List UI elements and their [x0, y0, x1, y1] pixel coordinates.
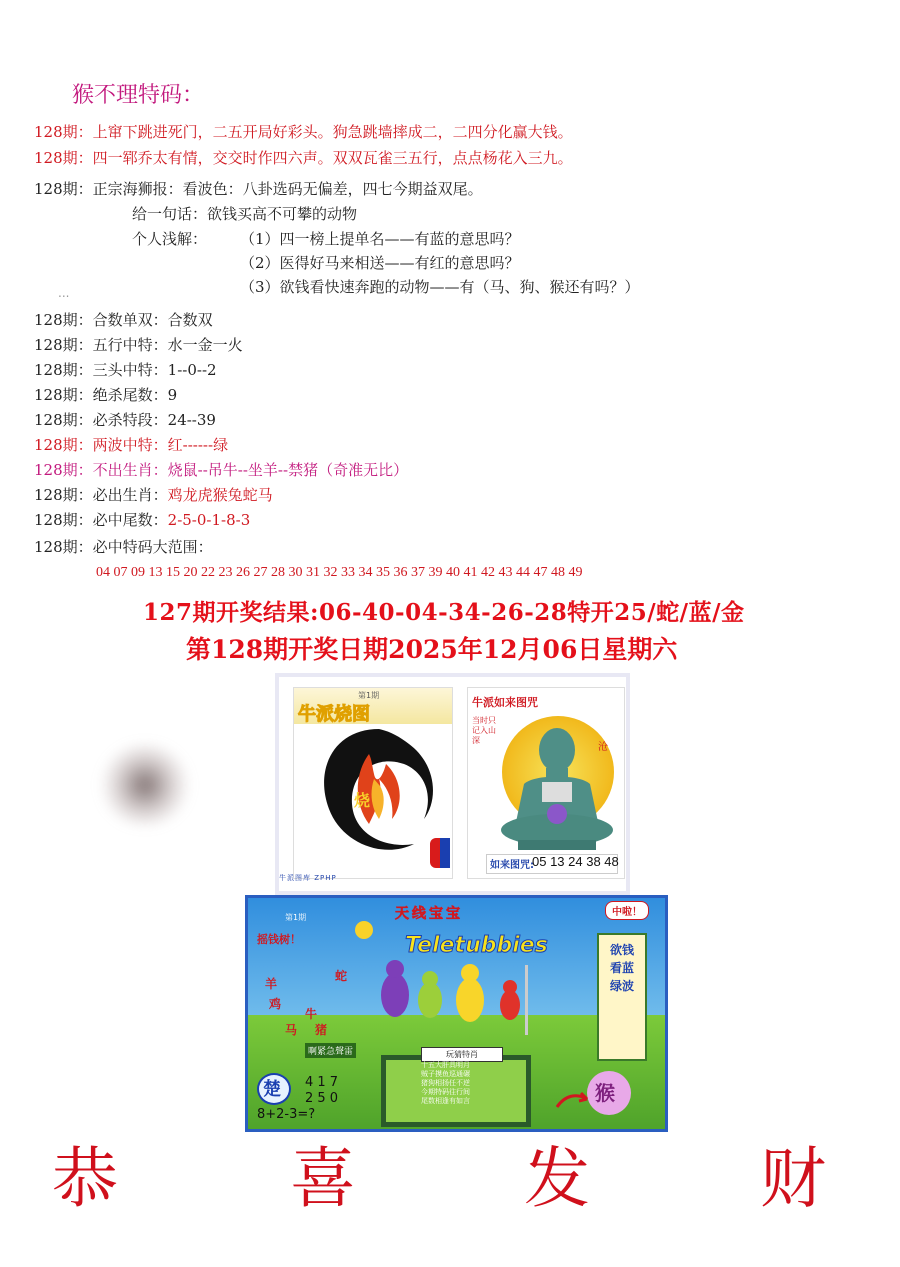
poem-line-3	[34, 178, 483, 199]
footer-word-4: 财	[760, 1140, 826, 1217]
stat-label: 必杀特段：	[92, 411, 168, 429]
draw-result: 127期开奖结果:06-40-04-34-26-28特开25/蛇/蓝/金	[143, 599, 745, 626]
board-line: 尾数相逢有如言	[421, 1097, 470, 1105]
stat-label: 必出生肖：	[92, 486, 168, 504]
arrow-icon	[555, 1091, 589, 1111]
board-title: 玩猜特肖	[421, 1047, 503, 1062]
poem-text: 四一郓乔太有情，交交时作四六声。双双瓦雀三五行，点点杨花入三九。	[92, 149, 573, 167]
stat-row	[34, 384, 177, 405]
stat-value: 鸡龙虎猴兔蛇马	[167, 486, 273, 504]
hint-sentence: 给一句话：欲钱买高不可攀的动物	[132, 205, 358, 223]
stat-value: 水一金一火	[167, 336, 243, 354]
left-footer: 啊紧急聲雷	[305, 1043, 356, 1058]
issue-number: 128期：	[34, 180, 93, 198]
page-title: 猴不理特码：	[72, 83, 205, 108]
board-lines	[421, 1061, 503, 1106]
stat-row	[34, 484, 273, 505]
poem-text: 正宗海狮报：看波色：八卦选码无偏差，四七今期益双尾。	[92, 180, 483, 198]
hint-item-2: （2）医得好马来相送——有红的意思吗？	[240, 254, 520, 272]
stat-value: 合数双	[167, 311, 213, 329]
board-line: 十五大肝具明月	[421, 1061, 470, 1069]
issue-number: 128期：	[34, 411, 93, 429]
issue-number: 128期：	[34, 486, 93, 504]
tree-label: 摇钱树！	[257, 933, 301, 946]
footer-word-2: 喜	[290, 1140, 356, 1217]
issue-number: 128期：	[34, 538, 93, 556]
buddha-panel-title: 牛派如来图咒	[472, 696, 538, 709]
faint-text: ...	[58, 286, 70, 300]
stat-label: 绝杀尾数：	[92, 386, 168, 404]
footer-word-3: 发	[524, 1140, 590, 1217]
nums-row-1: 4 1 7	[305, 1075, 339, 1090]
hint-item-3: （3）欲钱看快速奔跑的动物——有（马、狗、猴还有吗？）	[240, 278, 640, 296]
monkey-char: 猴	[595, 1081, 615, 1105]
stat-value: 9	[167, 386, 178, 404]
buddha-panel	[467, 687, 625, 879]
buddha-left-text: 当时只记入山深	[472, 716, 496, 745]
issue-number: 128期：	[34, 149, 93, 167]
lottery-image-2	[245, 895, 668, 1132]
rulai-numbers: 05 13 24 38 48	[532, 854, 619, 869]
lottery-image-1	[275, 673, 630, 895]
issue-number: 128期：	[34, 461, 93, 479]
stat-value: 红------绿	[167, 436, 229, 454]
zodiac-word: 马	[285, 1023, 298, 1037]
stat-label: 合数单双：	[92, 311, 168, 329]
stat-value: 烧鼠--吊牛--坐羊--禁猪（奇准无比）	[167, 461, 409, 479]
issue-number: 128期：	[34, 123, 93, 141]
stat-row	[34, 409, 216, 430]
stat-label: 两波中特：	[92, 436, 168, 454]
teletubbies-icon	[365, 955, 545, 1055]
issue-number: 128期：	[34, 311, 93, 329]
stat-label: 五行中特：	[92, 336, 168, 354]
fire-center-char: 烧	[354, 791, 371, 810]
board-line: 猪狗相扬任不逆	[421, 1079, 470, 1087]
issue-number: 128期：	[34, 436, 93, 454]
blurred-decoration	[100, 745, 190, 825]
stat-label: 不出生肖：	[92, 461, 168, 479]
stat-value: 24--39	[167, 411, 216, 429]
swirl-icon	[314, 724, 444, 864]
zodiac-word: 鸡	[269, 997, 282, 1011]
stat-row	[34, 459, 408, 480]
chu-char: 楚	[263, 1079, 281, 1100]
stat-row	[34, 309, 213, 330]
stat-value: 2-5-0-1-8-3	[167, 511, 251, 529]
zodiac-word: 羊	[265, 977, 278, 991]
issue-number: 128期：	[34, 386, 93, 404]
stat-value: 1--0--2	[167, 361, 217, 379]
stat-label: 必中尾数：	[92, 511, 168, 529]
tele-brand: Teletubbies	[405, 933, 548, 958]
poem-line-2	[34, 147, 573, 168]
footer-word-1: 恭	[52, 1140, 118, 1217]
fire-panel	[293, 687, 453, 879]
hint-opinion-label: 个人浅解：	[132, 230, 208, 248]
win-badge: 中啦！	[605, 901, 649, 920]
fire-panel-issue: 第1期	[358, 691, 380, 700]
board-line: 今期特码往行间	[421, 1088, 470, 1096]
rulai-label: 如来图咒:	[490, 860, 534, 871]
stat-row	[34, 359, 217, 380]
zodiac-word: 牛	[305, 1007, 318, 1021]
stat-row	[34, 434, 228, 455]
stat-row	[34, 509, 250, 530]
poem-line-1	[34, 121, 573, 142]
right-box-title: 欲钱看蓝绿波	[609, 943, 634, 993]
zodiac-word: 猪	[315, 1023, 328, 1037]
tele-title: 天线宝宝	[395, 906, 463, 922]
issue-number: 128期：	[34, 511, 93, 529]
issue-number: 128期：	[34, 361, 93, 379]
poem-text: 上窜下跳进死门，二五开局好彩头。狗急跳墙摔成二，二四分化赢大钱。	[92, 123, 573, 141]
zodiac-word: 蛇	[335, 969, 348, 983]
range-numbers: 04 07 09 13 15 20 22 23 26 27 28 30 31 32 33 34 35 36 37 39 40 41 42 43 44 47 48 49	[96, 565, 583, 580]
fire-panel-title: 牛派烧图	[298, 704, 370, 725]
tele-issue: 第1期	[285, 913, 307, 922]
hint-item-1: （1）四一榜上提单名——有蓝的意思吗？	[240, 230, 520, 248]
draw-date: 第128期开奖日期2025年12月06日星期六	[186, 635, 678, 664]
stat-row	[34, 334, 243, 355]
border-text: 牛派图库 ZPHP	[279, 874, 337, 882]
stat-label: 必中特码大范围：	[92, 538, 213, 556]
issue-number: 128期：	[34, 336, 93, 354]
stat-label: 三头中特：	[92, 361, 168, 379]
sun-icon	[349, 915, 379, 945]
buddha-right-text: 沧	[598, 742, 608, 753]
board-line: 贼子摸鱼巡通碾	[421, 1070, 470, 1078]
nums-row-2: 2 5 0	[305, 1091, 339, 1106]
formula: 8+2-3=?	[257, 1107, 316, 1122]
stat-row	[34, 536, 213, 557]
